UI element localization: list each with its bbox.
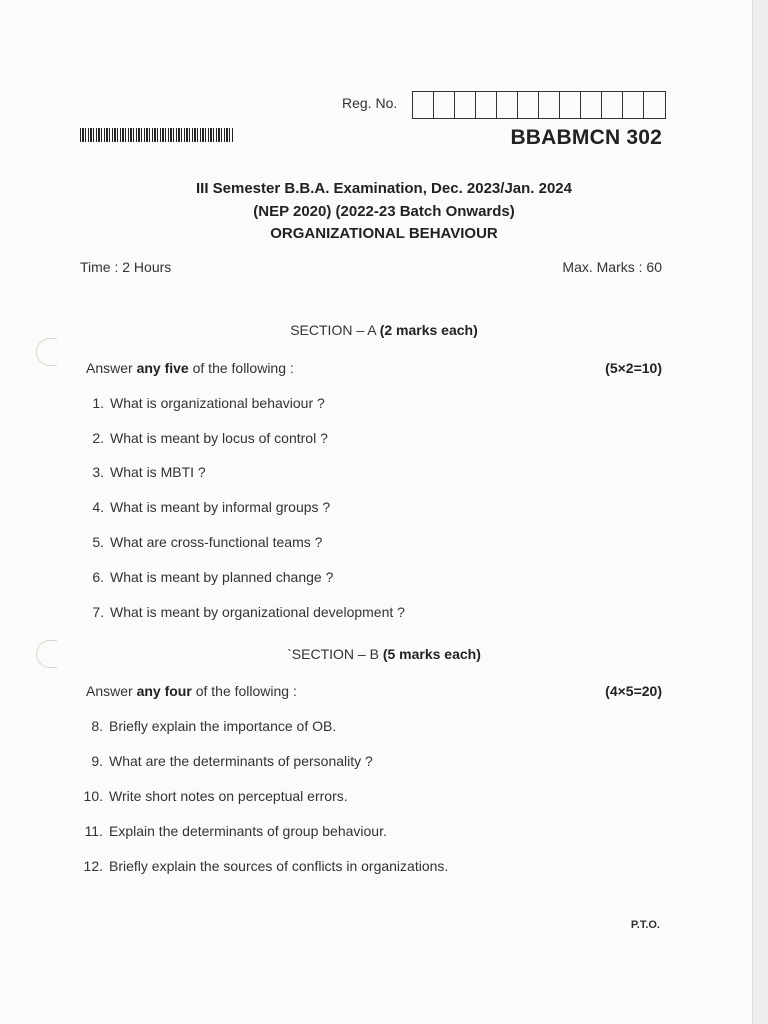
section-a-marks: (2 marks each) xyxy=(379,322,478,338)
section-b-marks: (5 marks each) xyxy=(382,646,481,662)
section-b-title: `SECTION – B xyxy=(287,646,383,662)
paper-code: BBABMCN 302 xyxy=(510,126,662,149)
reg-no-digit-box[interactable] xyxy=(560,92,581,118)
reg-no-digit-box[interactable] xyxy=(581,92,602,118)
exam-title: III Semester B.B.A. Examination, Dec. 2023/Jan. 2024 xyxy=(195,180,572,197)
pto-label: P.T.O. xyxy=(630,919,660,931)
reg-no-digit-box[interactable] xyxy=(602,92,623,118)
section-a-heading xyxy=(0,322,768,338)
question-item: 1. What is organizational behaviour ? xyxy=(92,395,325,411)
reg-no-digit-box[interactable] xyxy=(476,92,497,118)
section-b-score: (4×5=20) xyxy=(605,683,662,699)
max-marks: Max. Marks : 60 xyxy=(562,259,662,275)
section-a-score: (5×2=10) xyxy=(605,360,662,376)
section-a-instruction: Answer any five of the following : xyxy=(86,360,294,376)
question-item: 7. What is meant by organizational development ? xyxy=(92,604,405,620)
time-allowed: Time : 2 Hours xyxy=(80,259,172,275)
exam-scheme: (NEP 2020) (2022-23 Batch Onwards) xyxy=(253,203,515,220)
question-item: 8. Briefly explain the importance of OB. xyxy=(91,718,337,734)
section-b-heading xyxy=(0,646,768,662)
question-item: 5. What are cross-functional teams ? xyxy=(92,534,323,550)
reg-no-digit-box[interactable] xyxy=(623,92,644,118)
punch-hole-mark xyxy=(36,338,57,366)
question-item: 3. What is MBTI ? xyxy=(92,464,206,480)
reg-no-label: Reg. No. xyxy=(342,95,398,111)
reg-no-digit-box[interactable] xyxy=(413,92,434,118)
section-b-instruction: Answer any four of the following : xyxy=(86,683,297,699)
question-item: 4. What is meant by informal groups ? xyxy=(92,499,331,515)
reg-no-digit-box[interactable] xyxy=(539,92,560,118)
reg-no-digit-box[interactable] xyxy=(518,92,539,118)
question-item: 6. What is meant by planned change ? xyxy=(92,569,334,585)
subject-title: ORGANIZATIONAL BEHAVIOUR xyxy=(270,225,498,242)
reg-no-digit-box[interactable] xyxy=(455,92,476,118)
reg-no-digit-box[interactable] xyxy=(644,92,665,118)
question-item: 11. Explain the determinants of group behaviour. xyxy=(84,823,387,839)
question-item: 2. What is meant by locus of control ? xyxy=(92,430,328,446)
page-edge xyxy=(752,0,768,1024)
barcode xyxy=(80,128,234,142)
reg-no-digit-box[interactable] xyxy=(434,92,455,118)
reg-no-digit-box[interactable] xyxy=(497,92,518,118)
question-item: 10. Write short notes on perceptual errors. xyxy=(83,788,348,804)
question-item: 9. What are the determinants of personality ? xyxy=(91,753,373,769)
question-item: 12. Briefly explain the sources of conflicts in organizations. xyxy=(83,858,449,874)
section-a-title: SECTION – A xyxy=(290,322,380,338)
reg-no-boxes[interactable] xyxy=(412,91,666,119)
